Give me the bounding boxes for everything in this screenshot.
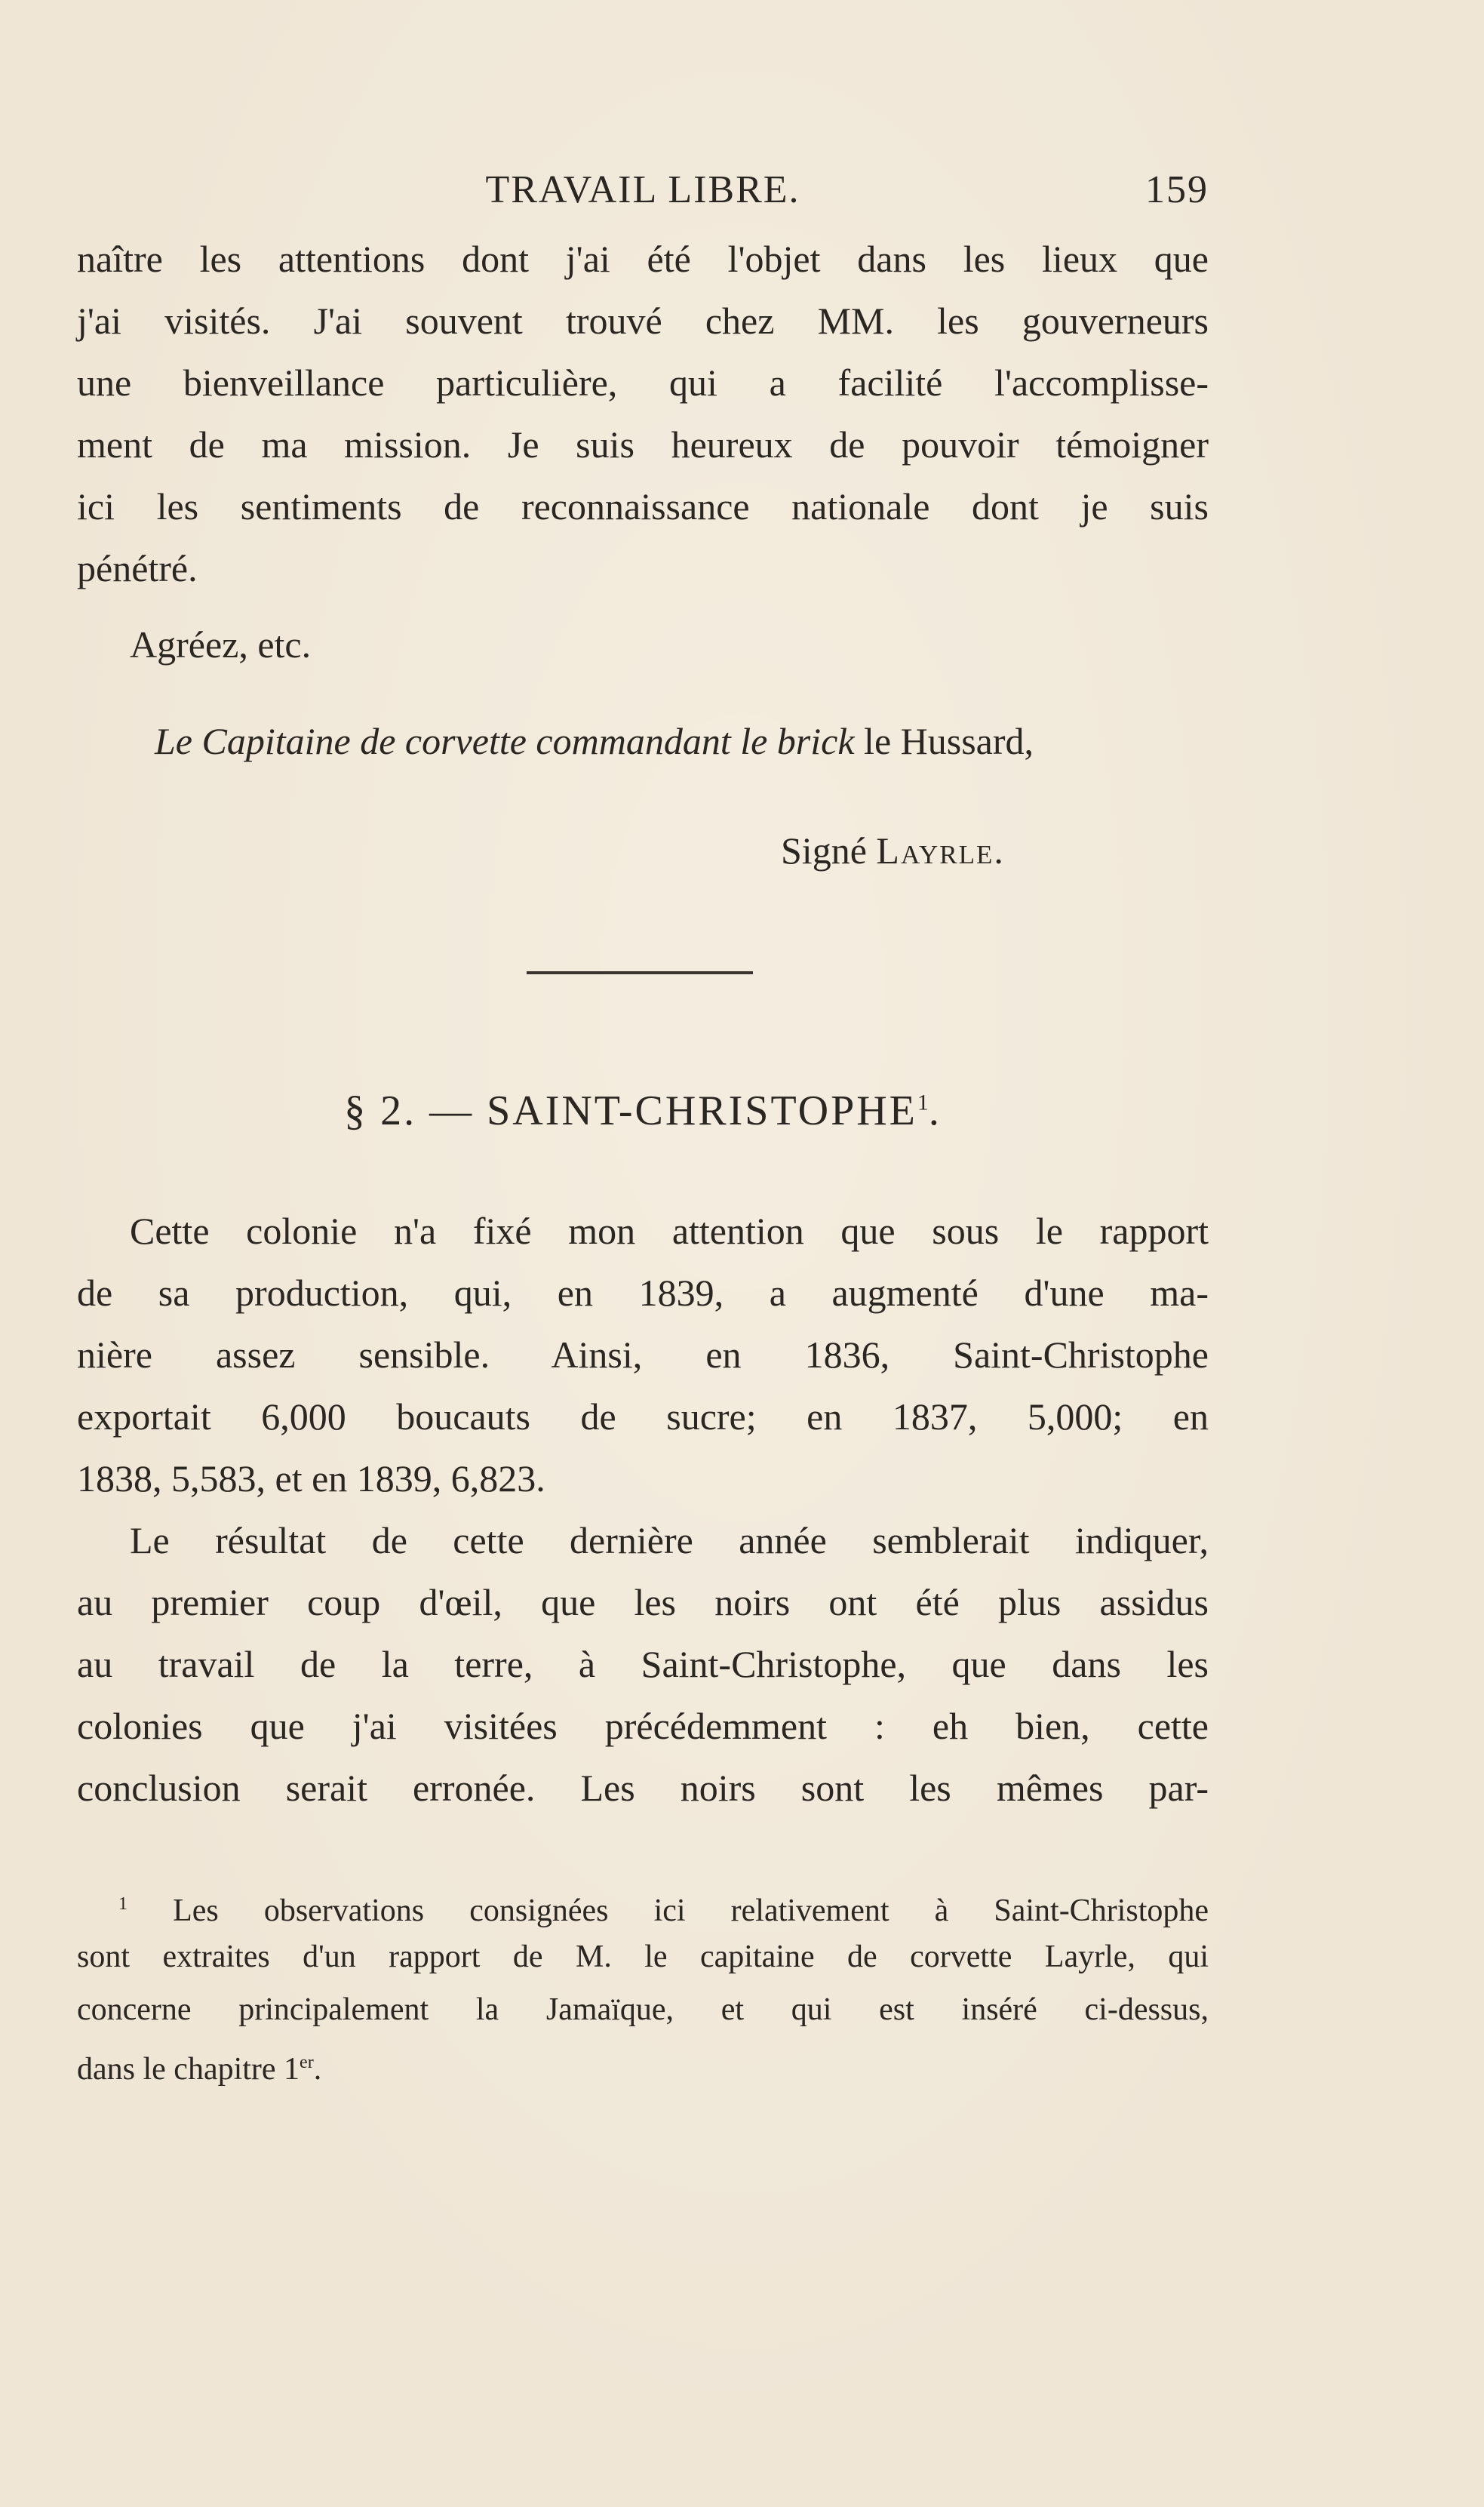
- text-line: Le résultat de cette dernière année semblerait indiquer,: [130, 1519, 1209, 1561]
- signature-prefix: Signé: [781, 829, 867, 872]
- text-line: 1838, 5,583, et en 1839, 6,823.: [77, 1457, 545, 1500]
- text-line: exportait 6,000 boucauts de sucre; en 1837, 5,000; en: [77, 1395, 1209, 1438]
- signature: [781, 829, 1005, 872]
- text-line: ici les sentiments de reconnaissance nationale dont je suis: [77, 485, 1209, 528]
- page-number: 159: [1145, 168, 1209, 211]
- text-line: pénétré.: [77, 547, 198, 589]
- paragraph-production: [77, 1200, 1209, 1509]
- footnote-reference: 1: [917, 1090, 929, 1115]
- text-line: Cette colonie n'a fixé mon attention que sous le rapport: [130, 1210, 1209, 1252]
- text-line: au travail de la terre, à Saint-Christophe, que dans les: [77, 1643, 1209, 1685]
- text-line: colonies que j'ai visitées précédemment : eh bien, cette: [77, 1705, 1209, 1747]
- paragraph-letter-end: [77, 228, 1209, 599]
- signature-name: Layrle.: [876, 829, 1005, 872]
- text-line: naître les attentions dont j'ai été l'objet dans les lieux que: [77, 238, 1209, 280]
- text-line: nière assez sensible. Ainsi, en 1836, Saint-Christophe: [77, 1333, 1209, 1376]
- footnote-line: concerne principalement la Jamaïque, et qui est inséré ci-dessus,: [77, 1992, 1209, 2027]
- running-header: [77, 168, 1209, 220]
- running-title: TRAVAIL LIBRE.: [485, 168, 800, 211]
- section-title: § 2. — SAINT-CHRISTOPHE: [344, 1087, 917, 1134]
- footnote: [77, 1878, 1209, 2089]
- signature-title-italic: Le Capitaine de corvette commandant le brick: [155, 720, 855, 762]
- footnote-line: $^1$ Les observations consignées ici relativement à Saint-Christophe: [118, 1893, 1209, 1928]
- text-line: ment de ma mission. Je suis heureux de pouvoir témoigner: [77, 423, 1209, 466]
- signature-title: [155, 719, 1034, 763]
- footnote-line: sont extraites d'un rapport de M. le capitaine de corvette Layrle, qui: [77, 1939, 1209, 1974]
- footnote-superscript: er: [300, 2053, 314, 2072]
- letter-closing: Agréez, etc.: [130, 623, 312, 666]
- footnote-line: dans le chapitre 1er.: [77, 2052, 322, 2087]
- paragraph-conclusion: [77, 1509, 1209, 1819]
- section-divider: [527, 971, 753, 974]
- text-line: j'ai visités. J'ai souvent trouvé chez MM. les gouverneurs: [77, 300, 1209, 342]
- text-line: conclusion serait erronée. Les noirs sont les mêmes par-: [77, 1767, 1209, 1809]
- text-line: de sa production, qui, en 1839, a augmenté d'une ma-: [77, 1272, 1209, 1314]
- signature-title-ship: le Hussard,: [864, 720, 1034, 762]
- text-line: au premier coup d'œil, que les noirs ont été plus assidus: [77, 1581, 1209, 1623]
- footnote-marker: 1: [118, 1894, 128, 1914]
- text-line: une bienveillance particulière, qui a facilité l'accomplisse-: [77, 361, 1209, 404]
- section-heading: § 2. — SAINT-CHRISTOPHE$^1$.: [344, 1087, 942, 1134]
